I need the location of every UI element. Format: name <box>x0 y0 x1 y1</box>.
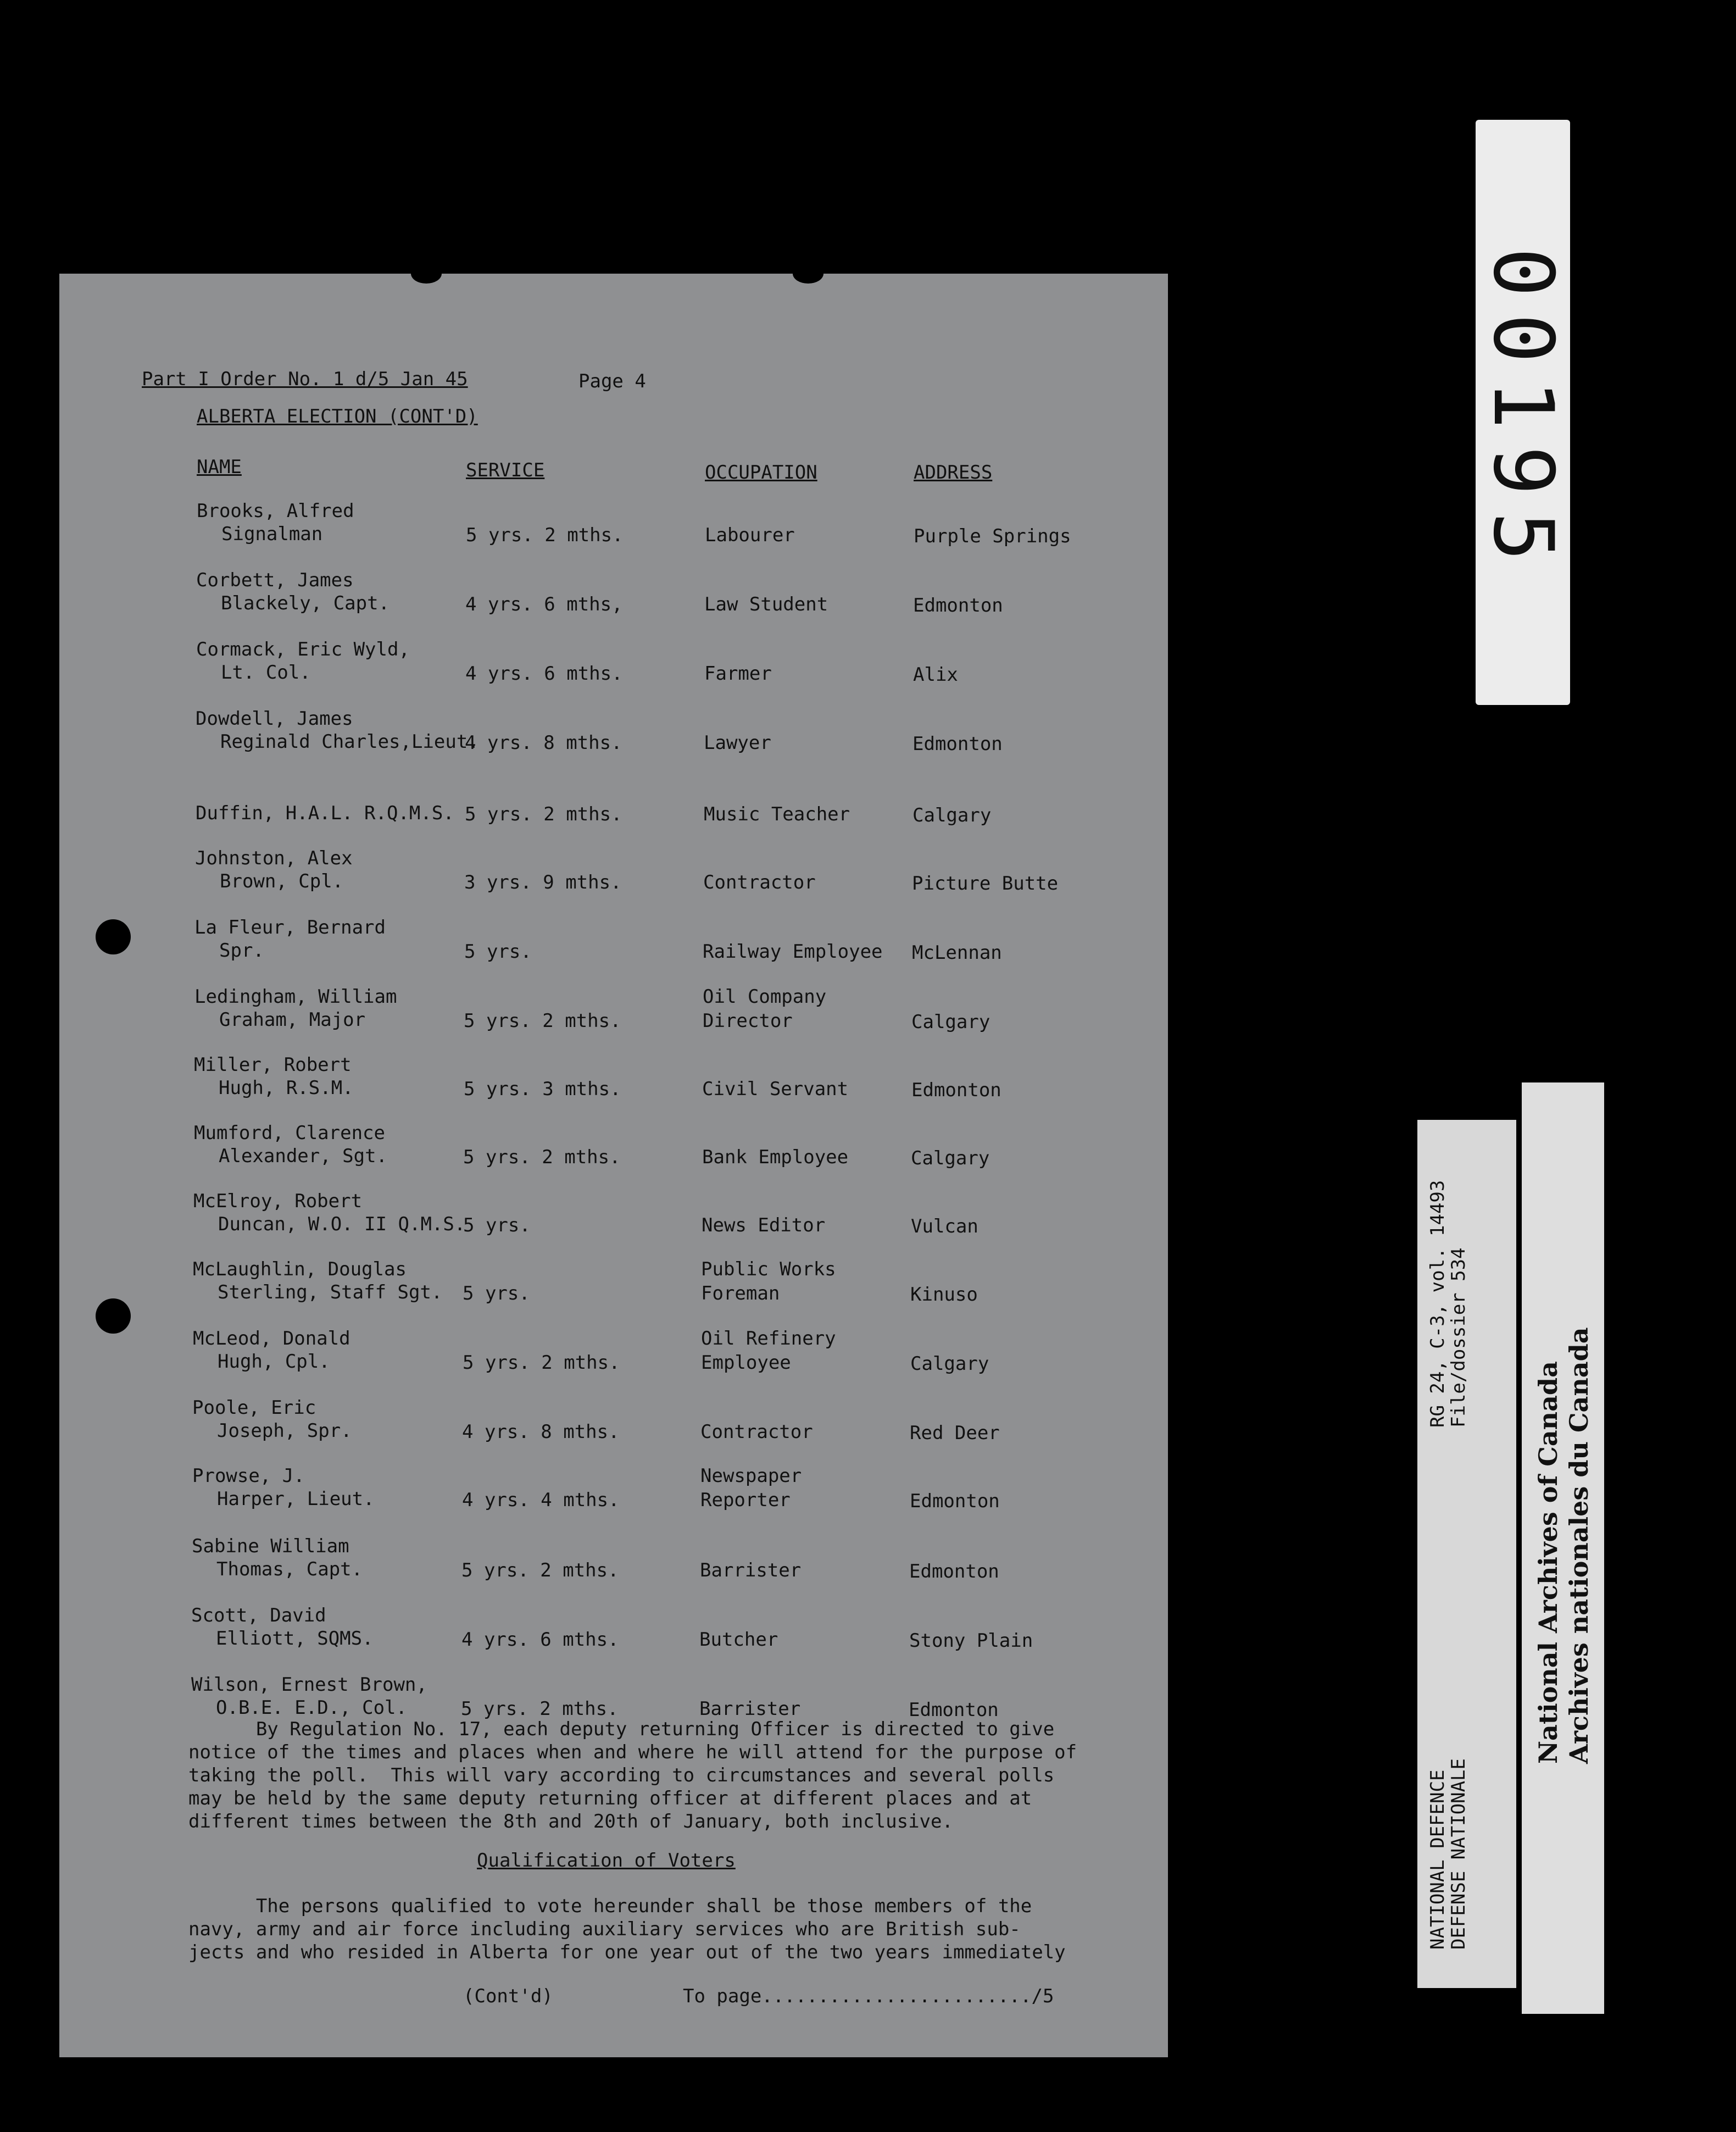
roster-occupation: Oil Company <box>703 986 827 1008</box>
roster-occupation: Contractor <box>700 1421 813 1443</box>
roster-name-detail: Sterling, Staff Sgt. <box>218 1281 443 1303</box>
roster-name: McLaughlin, Douglas <box>193 1258 407 1280</box>
archive-reference-label <box>1417 1120 1516 1988</box>
roster-address: McLennan <box>912 942 1002 964</box>
qualification-paragraph <box>188 1895 1066 1964</box>
roster-address: Vulcan <box>911 1215 978 1237</box>
roster-name-detail: Brown, Cpl. <box>220 870 344 892</box>
archive-name-line2: Archives nationales du Canada <box>1564 1327 1594 1764</box>
roster-service: 5 yrs. 2 mths. <box>466 524 624 546</box>
archive-name-label <box>1522 1082 1604 2014</box>
order-line: Part I Order No. 1 d/5 Jan 45 <box>142 368 468 390</box>
roster-occupation: Barrister <box>699 1698 801 1720</box>
roster-service: 4 yrs. 6 mths. <box>461 1629 619 1651</box>
roster-name: Prowse, J. <box>192 1465 305 1487</box>
roster-name: Brooks, Alfred <box>197 500 354 522</box>
column-header-service: SERVICE <box>466 459 545 481</box>
roster-occupation: Butcher <box>699 1629 778 1651</box>
roster-name-detail: Blackely, Capt. <box>221 592 390 614</box>
roster-name-detail: Lt. Col. <box>221 662 311 684</box>
page-notch <box>793 264 824 284</box>
frame-number: 00195 <box>1475 247 1571 578</box>
roster-occupation: News Editor <box>702 1214 826 1236</box>
roster-service: 5 yrs. 2 mths. <box>463 1146 621 1168</box>
roster-occupation: Oil Refinery <box>701 1328 836 1350</box>
archive-name-line1: National Archives of Canada <box>1533 1361 1563 1764</box>
roster-address: Edmonton <box>909 1561 999 1583</box>
roster-address: Calgary <box>911 1011 991 1033</box>
roster-name-detail: Spr. <box>219 940 264 962</box>
roster-address: Kinuso <box>910 1284 978 1306</box>
roster-name: McLeod, Donald <box>193 1328 350 1350</box>
roster-service: 5 yrs. 2 mths. <box>463 1352 620 1374</box>
document-page <box>59 274 1168 2057</box>
roster-occupation: Music Teacher <box>704 803 850 825</box>
column-header-name: NAME <box>197 456 242 478</box>
roster-service: 3 yrs. 9 mths. <box>464 871 622 893</box>
roster-address: Edmonton <box>909 1699 999 1721</box>
roster-address: Alix <box>913 664 958 686</box>
roster-name: Cormack, Eric Wyld, <box>196 639 410 660</box>
roster-name-detail: Hugh, R.S.M. <box>219 1077 354 1099</box>
roster-occupation: Law Student <box>704 593 828 615</box>
roster-name: Wilson, Ernest Brown, <box>191 1674 427 1696</box>
paragraph-line: navy, army and air force including auxiliary services who are British sub- <box>188 1918 1021 1940</box>
roster-occupation: Farmer <box>704 663 772 685</box>
roster-service: 5 yrs. 2 mths. <box>461 1559 619 1581</box>
roster-name-detail: Harper, Lieut. <box>217 1488 375 1510</box>
regulation-paragraph <box>188 1718 1077 1833</box>
page-notch <box>411 264 442 284</box>
roster-service: 5 yrs. <box>463 1214 531 1236</box>
roster-name: Scott, David <box>191 1604 326 1626</box>
roster-name-detail: Alexander, Sgt. <box>219 1145 388 1167</box>
roster-occupation: Bank Employee <box>702 1146 849 1168</box>
punch-hole <box>96 919 131 954</box>
roster-name: Corbett, James <box>196 569 354 591</box>
roster-address: Purple Springs <box>914 525 1071 547</box>
roster-service: 4 yrs. 4 mths. <box>462 1489 620 1511</box>
roster-address: Calgary <box>911 1147 990 1169</box>
roster-name-detail: Thomas, Capt. <box>216 1558 363 1580</box>
roster-address: Calgary <box>912 804 992 826</box>
roster-name-detail: Duffin, H.A.L. R.Q.M.S. <box>196 802 454 824</box>
roster-name: Johnston, Alex <box>195 847 353 869</box>
section-heading: Qualification of Voters <box>477 1850 736 1872</box>
frame-number-stamp <box>1476 120 1570 705</box>
paragraph-line: taking the poll. This will vary according to circumstances and several polls <box>188 1764 1055 1786</box>
roster-name-detail: Graham, Major <box>219 1009 366 1031</box>
roster-occupation: Contractor <box>703 871 816 893</box>
roster-name: Miller, Robert <box>194 1054 352 1076</box>
roster-name-detail: O.B.E. E.D., Col. <box>216 1697 407 1719</box>
roster-occupation: Public Works <box>701 1258 836 1280</box>
roster-address: Stony Plain <box>909 1630 1033 1652</box>
roster-service: 5 yrs. <box>464 941 532 963</box>
defence-label-line1: NATIONAL DEFENCE <box>1427 1769 1449 1950</box>
roster-name: Poole, Eric <box>192 1397 316 1419</box>
paragraph-line: different times between the 8th and 20th of January, both inclusive. <box>188 1811 953 1833</box>
column-header-address: ADDRESS <box>914 462 993 484</box>
page-label: Page 4 <box>578 370 646 392</box>
roster-service: 5 yrs. <box>463 1282 530 1304</box>
roster-service: 4 yrs. 8 mths. <box>462 1421 620 1443</box>
reference-line2: File/dossier 534 <box>1448 1247 1470 1428</box>
subtitle: ALBERTA ELECTION (CONT'D) <box>197 406 478 427</box>
paragraph-line: By Regulation No. 17, each deputy returning Officer is directed to give <box>188 1718 1055 1740</box>
roster-occupation: Railway Employee <box>703 941 883 963</box>
roster-service: 5 yrs. 2 mths. <box>465 803 622 825</box>
roster-occupation: Director <box>703 1010 793 1032</box>
roster-address: Calgary <box>910 1353 989 1375</box>
roster-name: Mumford, Clarence <box>194 1122 385 1144</box>
paragraph-line: may be held by the same deputy returning officer at different places and at <box>188 1787 1032 1809</box>
paragraph-line: jects and who resided in Alberta for one year out of the two years immediately <box>188 1941 1066 1963</box>
roster-address: Edmonton <box>912 733 1003 755</box>
defence-label-line2: DEFENSE NATIONALE <box>1448 1758 1470 1950</box>
roster-name-detail: Reginald Charles,Lieut. <box>220 731 479 753</box>
roster-occupation: Lawyer <box>704 732 771 754</box>
roster-occupation: Employee <box>701 1352 791 1374</box>
roster-name-detail: Signalman <box>221 523 323 545</box>
roster-address: Edmonton <box>910 1490 1000 1512</box>
contd-label: (Cont'd) <box>463 1985 553 2007</box>
roster-occupation: Labourer <box>705 524 795 546</box>
roster-address: Red Deer <box>910 1422 1000 1444</box>
to-page-label: To page......................../5 <box>683 1985 1054 2007</box>
roster-name-detail: Joseph, Spr. <box>217 1420 352 1442</box>
roster-name-detail: Hugh, Cpl. <box>218 1351 330 1373</box>
roster-service: 5 yrs. 3 mths. <box>464 1078 621 1100</box>
roster-name: Sabine William <box>192 1535 349 1557</box>
roster-occupation: Civil Servant <box>702 1078 849 1100</box>
reference-line1: RG 24, C-3, vol. 14493 <box>1427 1180 1449 1428</box>
punch-hole <box>96 1298 131 1334</box>
roster-service: 5 yrs. 2 mths. <box>464 1010 621 1032</box>
roster-occupation: Barrister <box>700 1559 802 1581</box>
roster-name: Dowdell, James <box>196 708 353 730</box>
paragraph-line: The persons qualified to vote hereunder shall be those members of the <box>188 1895 1032 1917</box>
roster-address: Edmonton <box>911 1079 1001 1101</box>
roster-name: La Fleur, Bernard <box>194 917 386 939</box>
roster-service: 4 yrs. 6 mths. <box>465 663 623 685</box>
roster-name-detail: Elliott, SQMS. <box>216 1628 374 1650</box>
roster-occupation: Foreman <box>701 1282 780 1304</box>
roster-service: 4 yrs. 8 mths. <box>465 732 622 754</box>
paragraph-line: notice of the times and places when and where he will attend for the purpose of <box>188 1741 1077 1763</box>
roster-address: Picture Butte <box>912 873 1059 895</box>
roster-address: Edmonton <box>913 595 1003 617</box>
roster-service: 4 yrs. 6 mths, <box>465 593 623 615</box>
roster-name-detail: Duncan, W.O. II Q.M.S. <box>218 1213 466 1235</box>
roster-occupation: Reporter <box>700 1489 791 1511</box>
roster-name: Ledingham, William <box>194 986 397 1008</box>
roster-service: 5 yrs. 2 mths. <box>461 1698 619 1720</box>
roster-occupation: Newspaper <box>700 1465 802 1487</box>
roster-name: McElroy, Robert <box>193 1190 363 1212</box>
column-header-occupation: OCCUPATION <box>705 462 817 484</box>
